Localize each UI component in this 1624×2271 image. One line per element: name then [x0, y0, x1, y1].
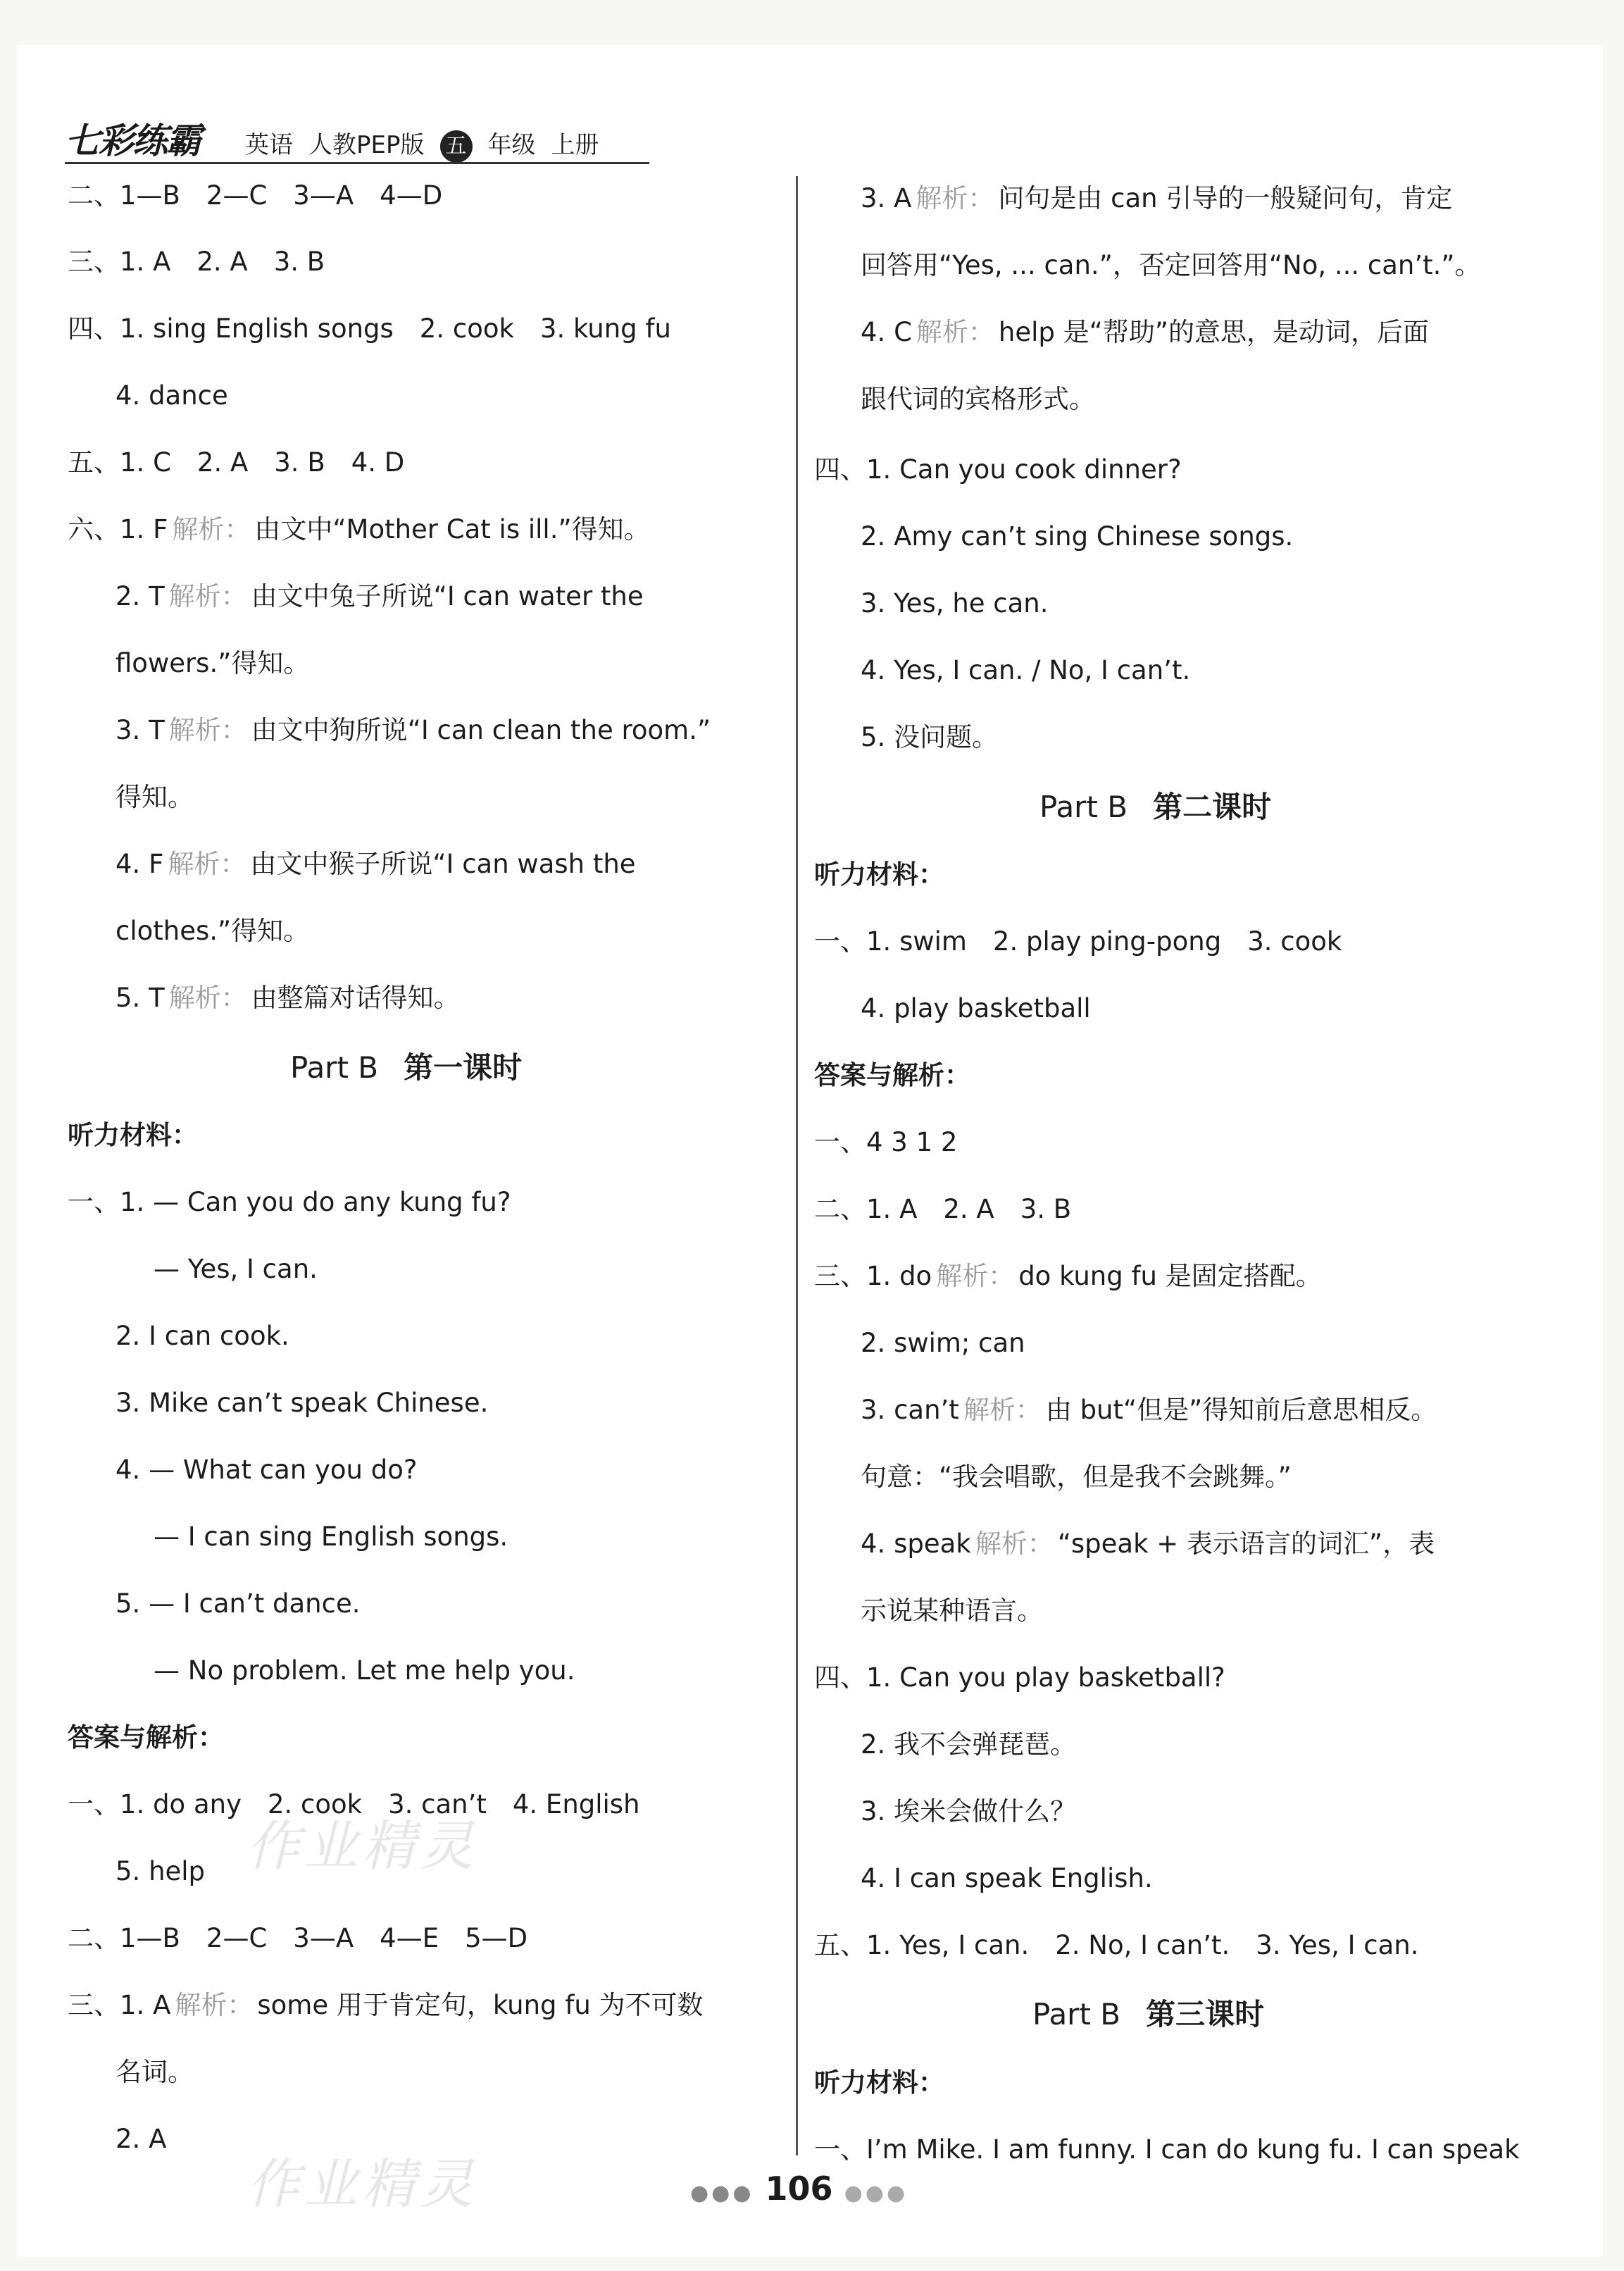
explanation-tag: 解析：: [916, 317, 994, 347]
volume-label: 上册: [551, 131, 599, 159]
answer-line: 示说某种语言。: [861, 1595, 1043, 1626]
answer-key: 3. T: [115, 715, 165, 745]
answer-key: 5. T: [115, 983, 165, 1013]
answer-line: 回答用“Yes, ... can.”，否定回答用“No, ... can’t.”。: [861, 250, 1481, 280]
answer-line: [115, 981, 460, 1015]
answer-line: 跟代词的宾格形式。: [861, 384, 1095, 414]
explanation-tag: 解析：: [175, 1990, 254, 2020]
header-rule: [65, 162, 649, 164]
column-divider: [796, 176, 798, 2155]
heading-lesson: 第三课时: [1146, 1997, 1265, 2032]
answer-key: 三、1. A: [68, 1990, 171, 2020]
section-heading: [290, 1048, 522, 1088]
subsection-title: 答案与解析：: [814, 1060, 970, 1090]
answer-line: 4. dance: [115, 380, 228, 411]
answer-line: 二、1—B 2—C 3—A 4—D: [68, 180, 443, 211]
answer-line: 2. 我不会弹琵琶。: [861, 1729, 1077, 1760]
watermark: 作业精灵: [246, 1815, 477, 1877]
answer-line: 四、1. Can you cook dinner?: [814, 454, 1182, 485]
answer-key: 3. can’t: [861, 1395, 959, 1425]
answer-line: 5. 没问题。: [861, 722, 999, 752]
explanation-text: 由整篇对话得知。: [251, 983, 460, 1013]
footer-dots-left: ●●●: [690, 2181, 754, 2205]
page-number-value: 106: [765, 2170, 833, 2208]
answer-line: 一、I’m Mike. I am funny. I can do kung fu. I can speak: [814, 2134, 1520, 2165]
edition-label: 人教PEP版: [308, 131, 425, 159]
heading-lesson: 第一课时: [404, 1050, 523, 1085]
answer-line: [861, 1527, 1435, 1561]
answer-line: 四、1. sing English songs 2. cook 3. kung fu: [68, 313, 671, 344]
answer-key: 4. speak: [861, 1529, 971, 1559]
answer-line: 2. swim; can: [861, 1328, 1025, 1358]
answer-line: 4. I can speak English.: [861, 1863, 1153, 1893]
answer-line: 2. Amy can’t sing Chinese songs.: [861, 521, 1294, 552]
answer-key: 2. T: [115, 581, 165, 611]
answer-line: [115, 580, 644, 614]
answer-line: 五、1. Yes, I can. 2. No, I can’t. 3. Yes, I can.: [814, 1930, 1419, 1960]
subsection-title: 答案与解析：: [68, 1722, 224, 1753]
answer-line: — I can sing English songs.: [154, 1522, 508, 1552]
answer-line: 一、4 3 1 2: [814, 1127, 958, 1157]
answer-line: 5. help: [115, 1856, 206, 1886]
explanation-tag: 解析：: [168, 715, 247, 745]
brand-logo: 七彩练霸: [65, 120, 200, 161]
answer-line: [861, 316, 1429, 349]
answer-line: [115, 847, 636, 881]
answer-line: 3. 埃米会做什么？: [861, 1796, 1077, 1827]
explanation-text: help 是“帮助”的意思，是动词，后面: [998, 317, 1429, 347]
grade-label: 年级: [487, 131, 536, 159]
explanation-tag: 解析：: [168, 581, 247, 611]
answer-line: 五、1. C 2. A 3. B 4. D: [68, 447, 405, 478]
answer-line: 四、1. Can you play basketball?: [814, 1662, 1225, 1693]
explanation-text: do kung fu 是固定搭配。: [1018, 1261, 1322, 1291]
heading-part: Part B: [1032, 1997, 1121, 2032]
heading-part: Part B: [1039, 790, 1128, 824]
answer-line: 一、1. swim 2. play ping-pong 3. cook: [814, 926, 1342, 957]
answer-line: — Yes, I can.: [154, 1254, 318, 1284]
explanation-text: 问句是由 can 引导的一般疑问句，肯定: [998, 183, 1453, 213]
subsection-title: 听力材料：: [68, 1120, 198, 1150]
explanation-tag: 解析：: [963, 1395, 1042, 1425]
answer-key: 三、1. do: [814, 1261, 932, 1291]
answer-line: [861, 182, 1452, 216]
heading-lesson: 第二课时: [1153, 790, 1272, 824]
answer-key: 3. A: [861, 183, 912, 213]
answer-line: [861, 1393, 1437, 1427]
page-number: [690, 2170, 908, 2208]
answer-key: 4. F: [115, 849, 164, 879]
answer-line: [68, 1989, 704, 2022]
explanation-text: 由文中兔子所说“I can water the: [251, 581, 644, 611]
grade-badge: 五: [440, 130, 473, 163]
section-heading: [1039, 788, 1271, 827]
answer-line: 二、1. A 2. A 3. B: [814, 1194, 1072, 1224]
footer-dots-right: ●●●: [844, 2181, 908, 2205]
watermark: 作业精灵: [246, 2153, 477, 2215]
answer-line: 二、1—B 2—C 3—A 4—E 5—D: [68, 1923, 528, 1953]
answer-line: clothes.”得知。: [115, 916, 310, 946]
answer-line: 4. — What can you do?: [115, 1455, 418, 1485]
explanation-text: 由文中猴子所说“I can wash the: [250, 849, 636, 879]
explanation-tag: 解析：: [168, 983, 247, 1013]
explanation-text: 由文中“Mother Cat is ill.”得知。: [254, 514, 650, 545]
heading-part: Part B: [290, 1050, 379, 1085]
answer-line: 名词。: [115, 2057, 194, 2087]
answer-line: [68, 513, 650, 547]
answer-line: 2. I can cook.: [115, 1321, 289, 1351]
answer-line: 4. Yes, I can. / No, I can’t.: [861, 655, 1191, 685]
answer-line: 3. Yes, he can.: [861, 588, 1049, 618]
explanation-text: 由文中狗所说“I can clean the room.”: [251, 715, 711, 745]
answer-line: [814, 1259, 1322, 1293]
answer-line: flowers.”得知。: [115, 648, 310, 678]
subsection-title: 听力材料：: [814, 2067, 944, 2098]
answer-line: — No problem. Let me help you.: [154, 1655, 575, 1686]
explanation-tag: 解析：: [936, 1261, 1015, 1291]
answer-line: 5. — I can’t dance.: [115, 1588, 361, 1619]
answer-key: 4. C: [861, 317, 912, 347]
page-header: [65, 113, 656, 169]
answer-line: 2. A: [115, 2124, 167, 2154]
subsection-title: 听力材料：: [814, 859, 944, 890]
answer-line: 4. play basketball: [861, 993, 1091, 1023]
answer-line: 3. Mike can’t speak Chinese.: [115, 1388, 489, 1418]
book-info: [245, 125, 615, 163]
explanation-text: “speak + 表示语言的词汇”，表: [1057, 1529, 1435, 1559]
section-heading: [1032, 1995, 1264, 2034]
subject-label: 英语: [245, 131, 293, 159]
answer-line: 得知。: [115, 782, 194, 812]
answer-line: [115, 714, 711, 747]
answer-line: 句意：“我会唱歌，但是我不会跳舞。”: [861, 1462, 1292, 1492]
answer-line: 三、1. A 2. A 3. B: [68, 247, 325, 277]
explanation-text: 由 but“但是”得知前后意思相反。: [1045, 1395, 1437, 1425]
explanation-tag: 解析：: [975, 1529, 1054, 1559]
explanation-text: some 用于肯定句，kung fu 为不可数: [257, 1990, 704, 2020]
answer-line: 一、1. — Can you do any kung fu?: [68, 1187, 511, 1217]
explanation-tag: 解析：: [916, 183, 994, 213]
answer-line: 一、1. do any 2. cook 3. can’t 4. English: [68, 1789, 640, 1819]
explanation-tag: 解析：: [168, 849, 246, 879]
explanation-tag: 解析：: [172, 514, 251, 545]
answer-key: 六、1. F: [68, 514, 168, 545]
